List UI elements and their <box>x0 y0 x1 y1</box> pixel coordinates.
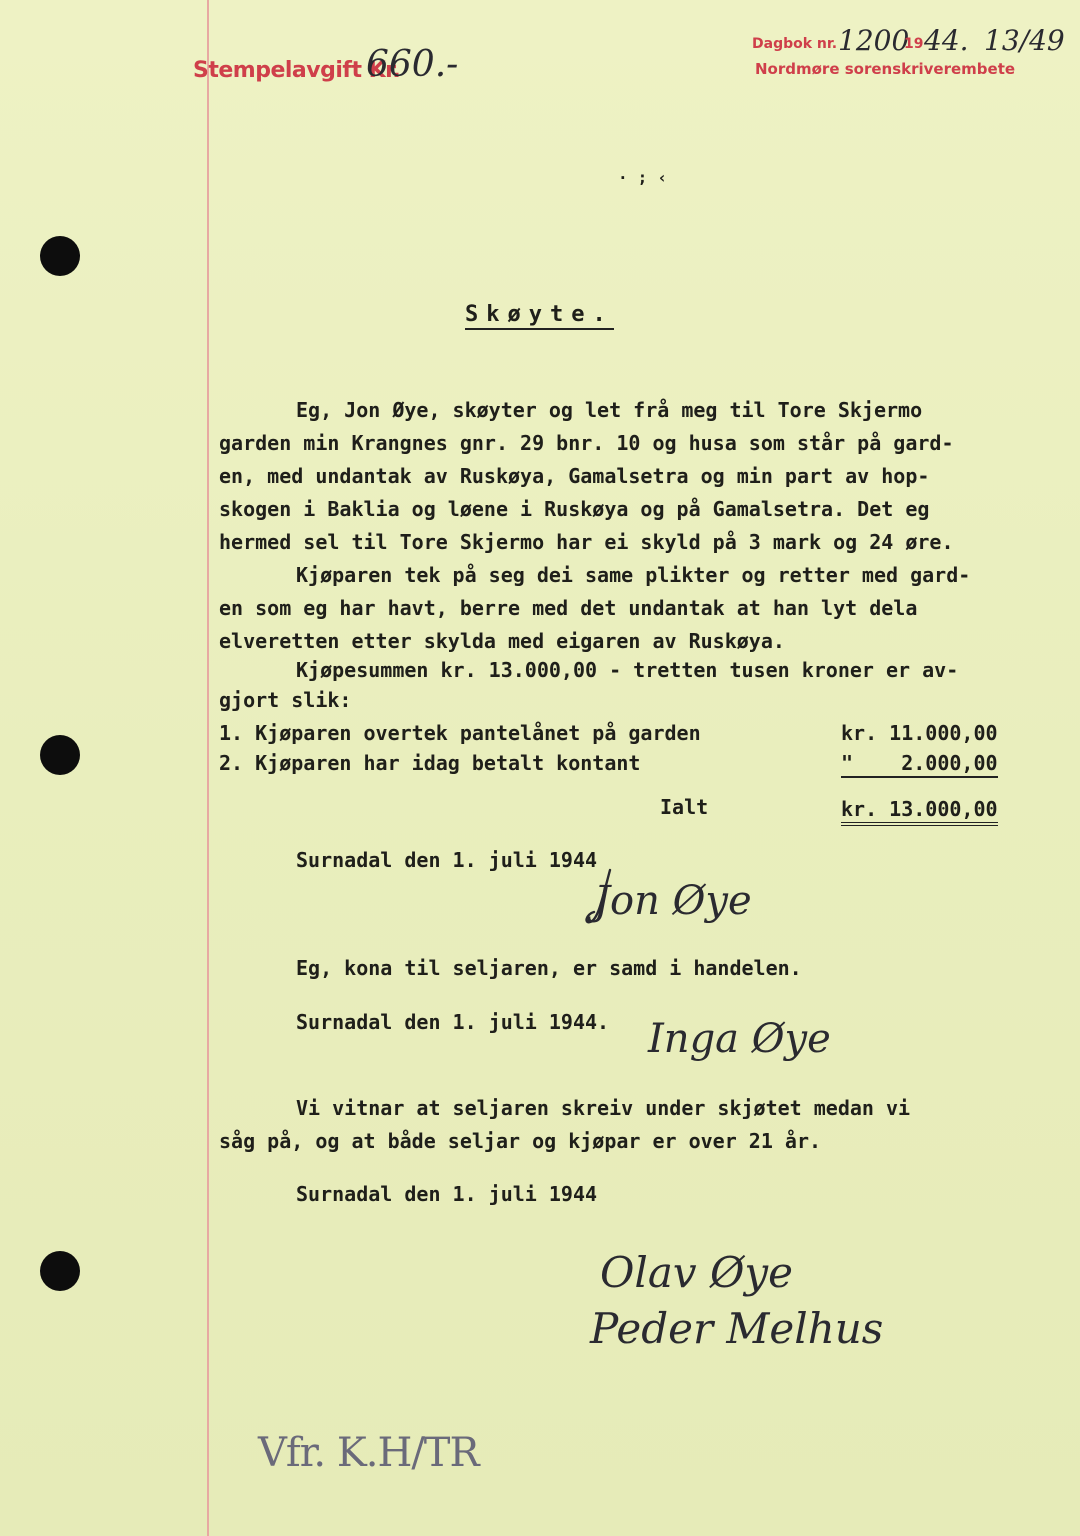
signature-seller: Jon Øye <box>594 878 752 924</box>
signature-witness-2: Peder Melhus <box>590 1304 884 1353</box>
payment-item-label: 1. Kjøparen overtek pantelånet på garden <box>219 721 701 745</box>
pencil-note: Vfr. K.H/TR <box>258 1430 479 1476</box>
stamp-dagbok-number: 1200 <box>838 24 910 57</box>
top-marks: · ; ‹ <box>618 168 668 187</box>
payment-item-label: 2. Kjøparen har idag betalt kontant <box>219 751 641 775</box>
date-line: Surnadal den 1. juli 1944. <box>296 1010 610 1034</box>
document-title: Skøyte. <box>465 302 614 330</box>
payment-item-amount: " 2.000,00 <box>841 751 998 778</box>
body-line: Kjøparen tek på seg dei same plikter og retter med gard- <box>296 563 971 587</box>
punch-hole-bottom <box>40 1251 80 1291</box>
stamp-year: 44. <box>924 24 969 57</box>
body-line: gjort slik: <box>219 688 352 712</box>
witness-line: Vi vitnar at seljaren skreiv under skjøtet medan vi <box>296 1096 911 1120</box>
body-line: en, med undantak av Ruskøya, Gamalsetra og min part av hop- <box>219 464 930 488</box>
stamp-fee-value: 660.- <box>366 44 459 85</box>
date-line: Surnadal den 1. juli 1944 <box>296 1182 598 1206</box>
body-line: skogen i Baklia og løene i Ruskøya og på Gamalsetra. Det eg <box>219 497 930 521</box>
signature-flourish <box>580 860 800 940</box>
stamp-fee-label: Stempelavgift Kr. <box>193 58 401 83</box>
stamp-dagbok-label: Dagbok nr. <box>752 36 838 52</box>
consent-line: Eg, kona til seljaren, er samd i handelen. <box>296 956 802 980</box>
body-line: garden min Krangnes gnr. 29 bnr. 10 og husa som står på gard- <box>219 431 954 455</box>
signature-wife: Inga Øye <box>648 1016 831 1062</box>
body-line: en som eg har havt, berre med det undantak at han lyt dela <box>219 596 918 620</box>
date-line: Surnadal den 1. juli 1944 <box>296 848 598 872</box>
body-line: hermed sel til Tore Skjermo har ei skyld på 3 mark og 24 øre. <box>219 530 954 554</box>
stamp-year-prefix: 19 <box>904 36 924 52</box>
body-line: Kjøpesummen kr. 13.000,00 - tretten tusen kroner er av- <box>296 658 959 682</box>
margin-rule <box>207 0 209 1536</box>
signature-witness-1: Olav Øye <box>600 1248 793 1297</box>
body-line: Eg, Jon Øye, skøyter og let frå meg til Tore Skjermo <box>296 398 923 422</box>
payment-item-amount: kr. 11.000,00 <box>841 721 998 745</box>
body-line: elveretten etter skylda med eigaren av Ruskøya. <box>219 629 785 653</box>
punch-hole-middle <box>40 735 80 775</box>
total-amount: kr. 13.000,00 <box>841 797 998 826</box>
punch-hole-top <box>40 236 80 276</box>
stamp-reference: 13/49 <box>984 24 1065 57</box>
total-label: Ialt <box>660 795 709 819</box>
stamp-office: Nordmøre sorenskriverembete <box>755 60 1016 78</box>
witness-line: såg på, og at både seljar og kjøpar er over 21 år. <box>219 1129 822 1153</box>
